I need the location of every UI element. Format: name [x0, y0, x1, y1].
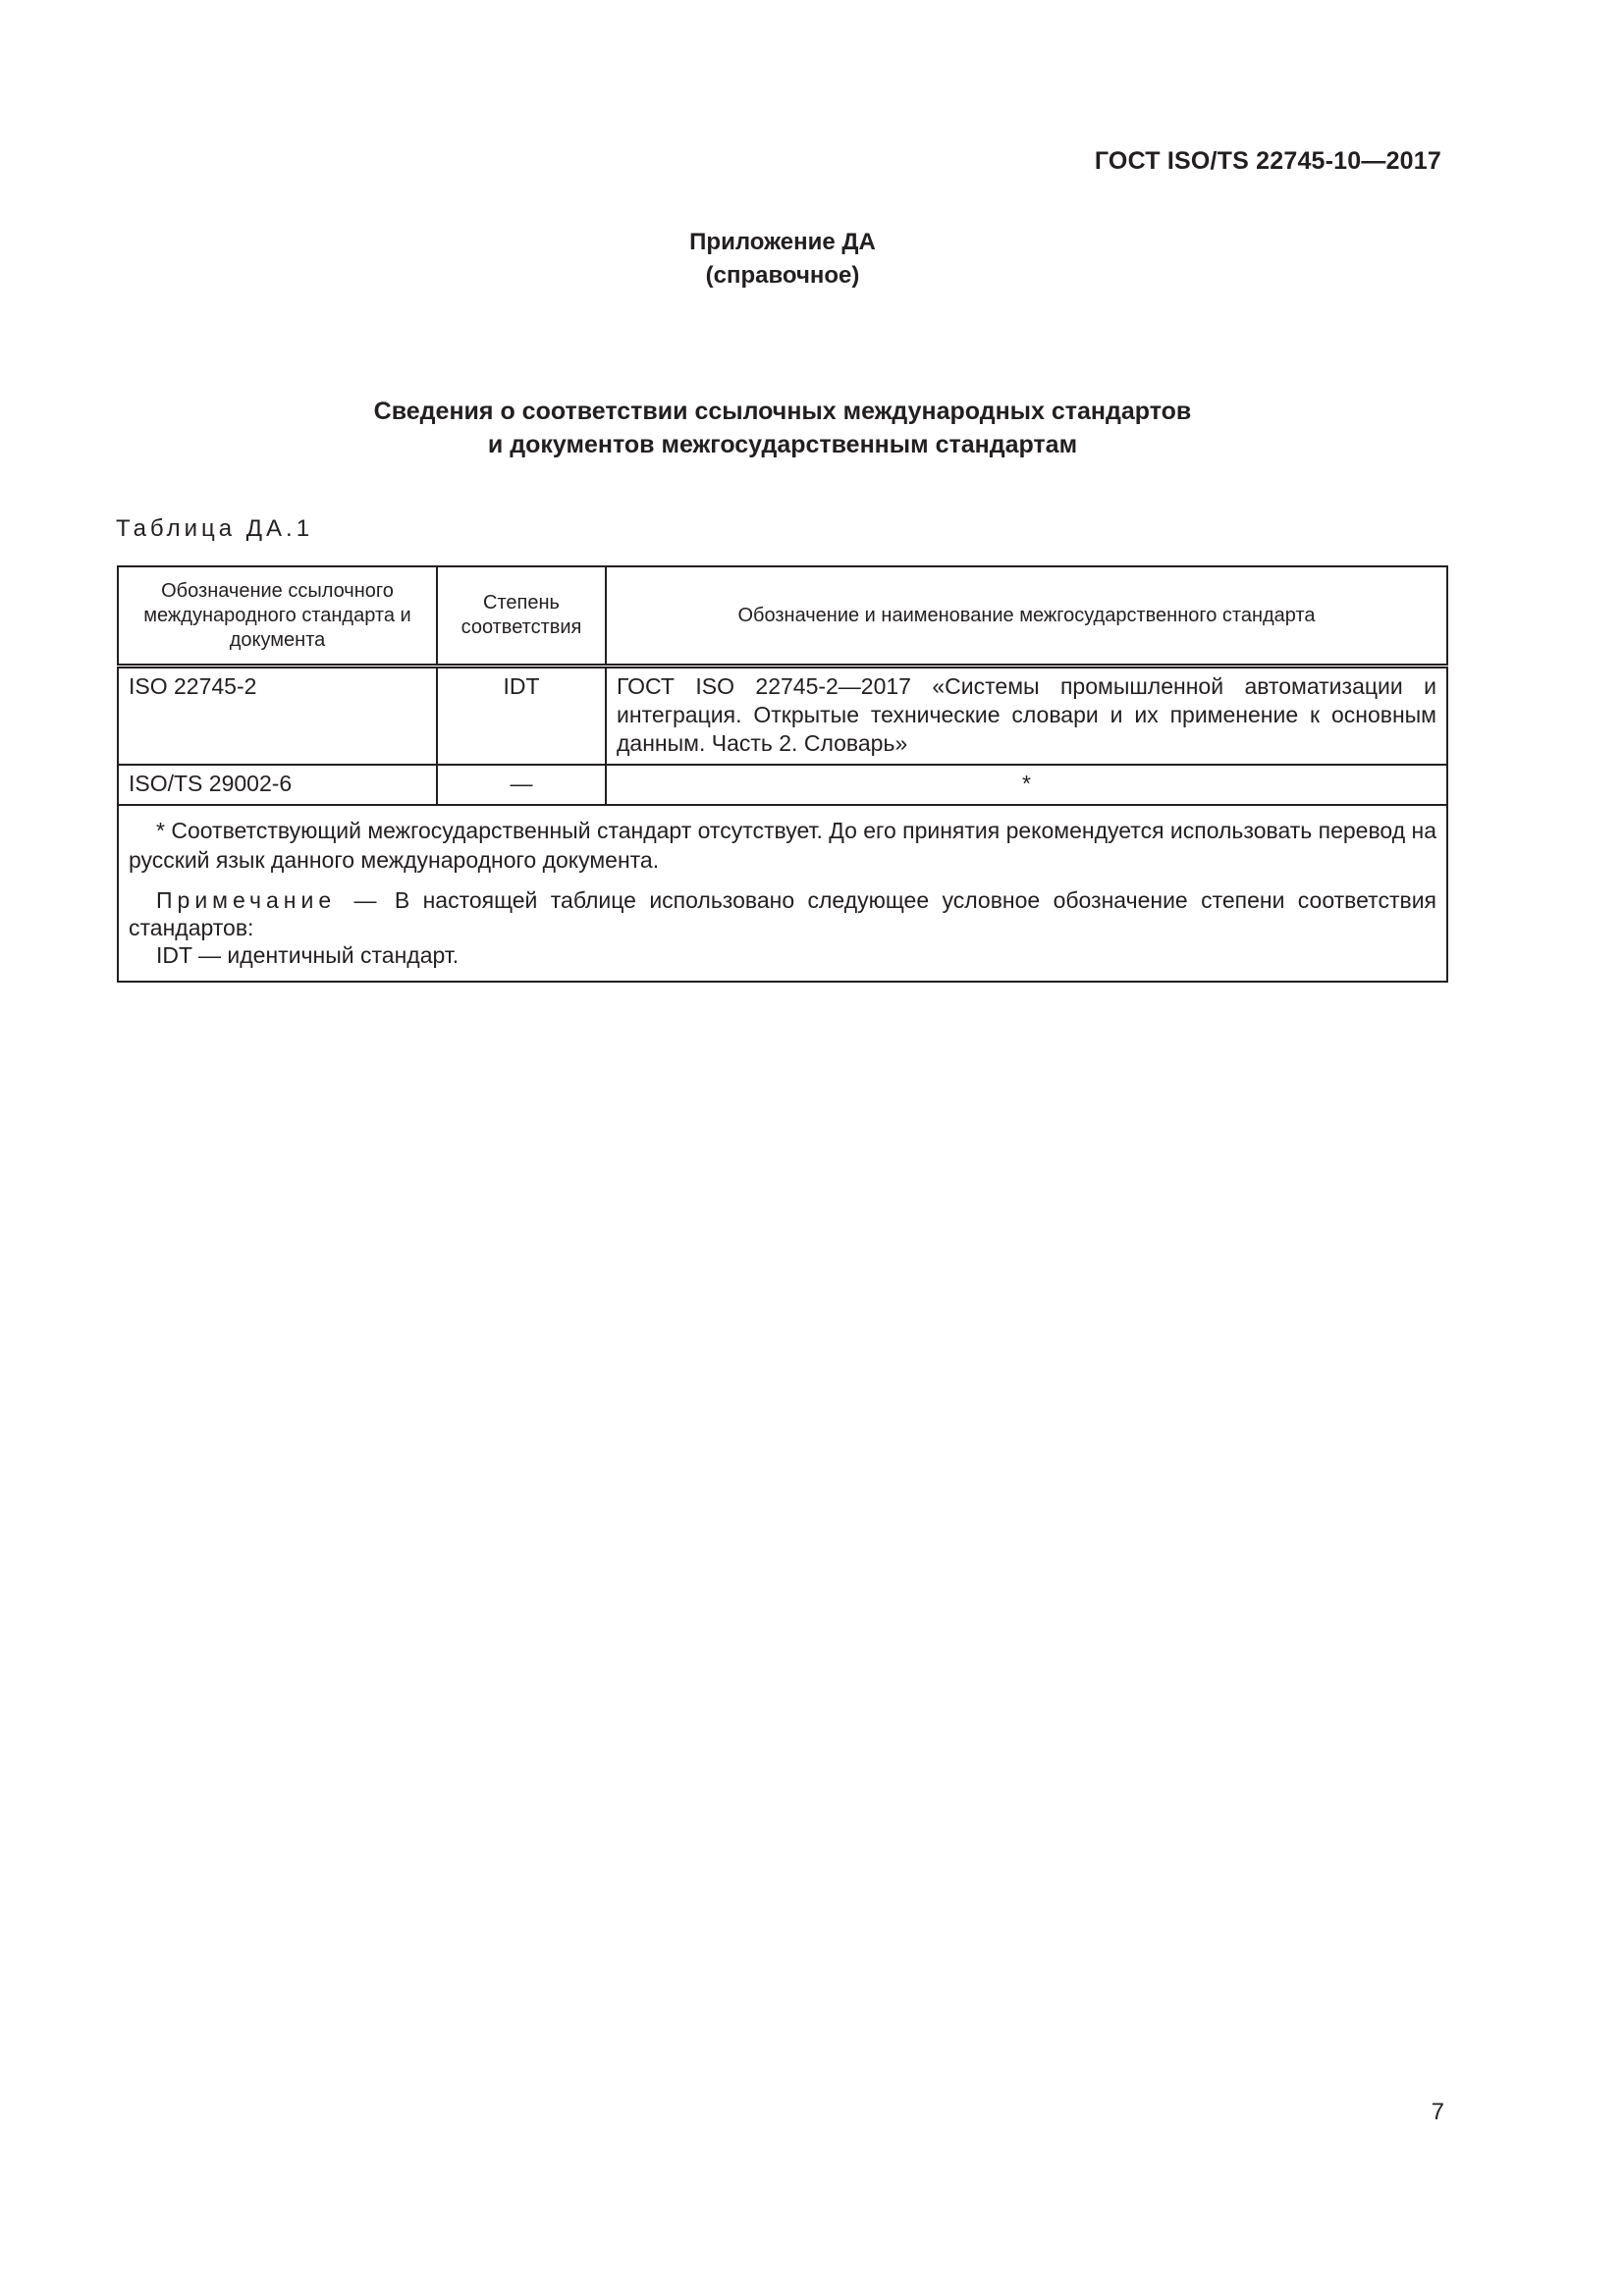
column-header-standard: Обозначение и наименование межгосударственного стандарта — [606, 566, 1447, 667]
section-heading — [0, 395, 1565, 461]
table-notes-cell — [118, 805, 1447, 982]
cell-standard: ГОСТ ISO 22745-2—2017 «Системы промышленной автоматизации и интеграция. Открытые технические словари и их применение к основным данным. Часть 2. Словарь» — [606, 667, 1447, 766]
note-text: В настоящей таблице использовано следующее условное обозначение степени соответствия стандартов: — [129, 887, 1436, 940]
annex-title-block — [0, 226, 1565, 293]
table-footnote: * Соответствующий межгосударственный стандарт отсутствует. До его принятия рекомендуется использовать перевод на русский язык данного международного документа. — [129, 818, 1437, 873]
cell-degree: — — [437, 765, 606, 805]
table-row — [118, 667, 1447, 766]
page-number: 7 — [1431, 2099, 1444, 2125]
note-label: Примечание — — [156, 887, 382, 913]
table-note — [129, 886, 1436, 941]
section-heading-line-2: и документов межгосударственным стандартам — [487, 431, 1078, 458]
annex-type: (справочное) — [705, 262, 860, 289]
document-code: ГОСТ ISO/TS 22745-10—2017 — [1094, 147, 1441, 175]
table-row — [118, 765, 1447, 805]
table-caption: Таблица ДА.1 — [116, 515, 314, 542]
reference-table — [117, 565, 1448, 983]
cell-degree: IDT — [437, 667, 606, 766]
table-notes-row — [118, 805, 1447, 982]
cell-standard: * — [606, 765, 1447, 805]
column-header-degree: Степень соответствия — [437, 566, 606, 667]
cell-reference: ISO 22745-2 — [118, 667, 437, 766]
cell-reference: ISO/TS 29002-6 — [118, 765, 437, 805]
column-header-reference: Обозначение ссылочного международного стандарта и документа — [118, 566, 437, 667]
section-heading-line-1: Сведения о соответствии ссылочных международных стандартов — [373, 398, 1192, 425]
annex-title: Приложение ДА — [689, 229, 876, 255]
table-header-row — [118, 566, 1447, 667]
note-item: IDT — идентичный стандарт. — [156, 942, 460, 968]
